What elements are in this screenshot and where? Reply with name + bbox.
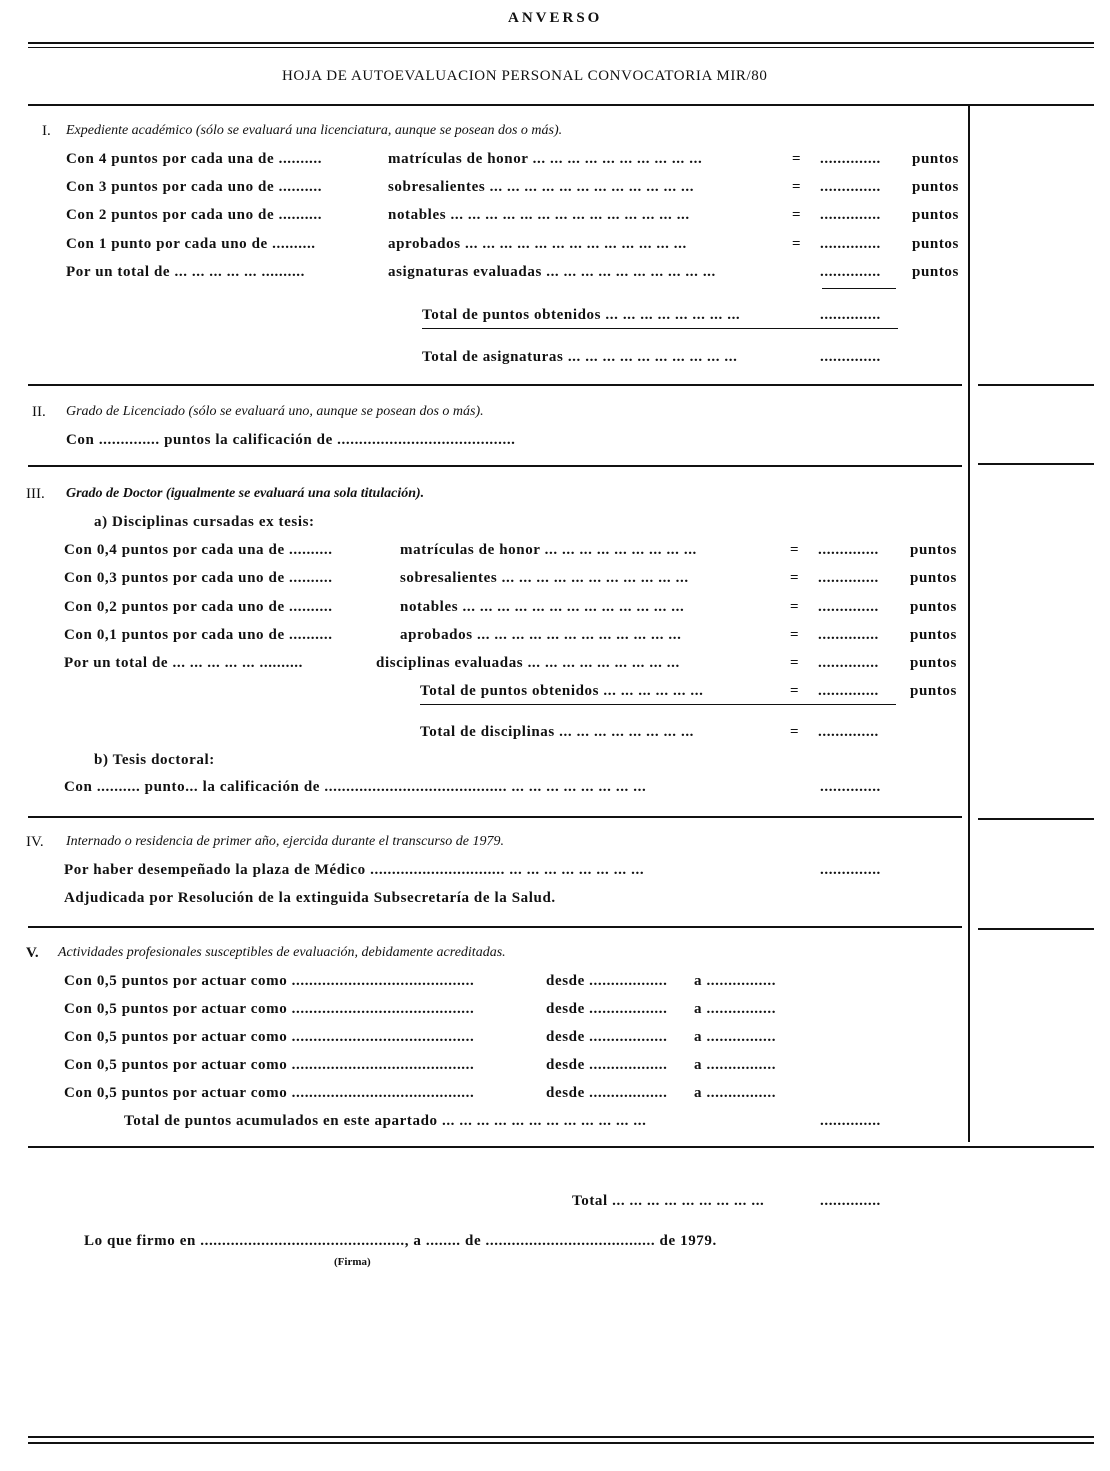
section-3-row-label: Por un total de ... ... ... ... ... .......... bbox=[64, 655, 303, 671]
section-5-end-rule bbox=[28, 1146, 1094, 1148]
section-4-line-1[interactable]: Por haber desempeñado la plaza de Médico ............................... ... ... ... ... ... ... ... ... bbox=[64, 862, 645, 878]
section-5-number: V. bbox=[26, 945, 39, 961]
section-3-row-item: aprobados ... ... ... ... ... ... ... ... ... ... ... ... bbox=[400, 627, 682, 643]
section-5-row-from[interactable]: desde .................. bbox=[546, 1057, 668, 1073]
section-1-sum-rule bbox=[822, 288, 896, 289]
section-5-row-label[interactable]: Con 0,5 puntos por actuar como .......................................... bbox=[64, 973, 475, 989]
section-3-row-eq: = bbox=[790, 627, 800, 643]
section-3-row-unit: puntos bbox=[910, 627, 957, 643]
section-3-row-unit: puntos bbox=[910, 570, 957, 586]
form-title: HOJA DE AUTOEVALUACION PERSONAL CONVOCATORIA MIR/80 bbox=[282, 68, 768, 84]
section-4-line-1-value[interactable]: .............. bbox=[820, 862, 881, 878]
section-3-total-points: Total de puntos obtenidos ... ... ... ... ... ... bbox=[420, 683, 704, 699]
section-1-total-rule bbox=[422, 328, 898, 329]
section-2-end-rule bbox=[28, 465, 962, 467]
section-3-row-eq: = bbox=[790, 570, 800, 586]
section-5-total: Total de puntos acumulados en este apartado ... ... ... ... ... ... ... ... ... ... ... ... bbox=[124, 1113, 647, 1129]
section-1-row-value[interactable]: .............. bbox=[820, 151, 881, 167]
section-3-row-item: notables ... ... ... ... ... ... ... ... ... ... ... ... ... bbox=[400, 599, 685, 615]
section-4-title: Internado o residencia de primer año, ejercida durante el transcurso de 1979. bbox=[66, 834, 504, 849]
section-3-score-rule bbox=[978, 818, 1094, 820]
section-5-row-label[interactable]: Con 0,5 puntos por actuar como .......................................... bbox=[64, 1057, 475, 1073]
section-5-row-from[interactable]: desde .................. bbox=[546, 1085, 668, 1101]
top-rule-2 bbox=[28, 47, 1094, 48]
section-4-line-2: Adjudicada por Resolución de la extinguida Subsecretaría de la Salud. bbox=[64, 890, 556, 906]
section-3-row-label: Con 0,4 puntos por cada una de .......... bbox=[64, 542, 333, 558]
section-1-row-value[interactable]: .............. bbox=[820, 179, 881, 195]
grand-total: Total ... ... ... ... ... ... ... ... ... bbox=[572, 1193, 765, 1209]
section-3-row-value[interactable]: .............. bbox=[818, 655, 879, 671]
section-3-row-eq: = bbox=[790, 655, 800, 671]
section-1-end-rule bbox=[28, 384, 962, 386]
section-1-row-eq: = bbox=[792, 179, 802, 195]
section-1-number: I. bbox=[42, 123, 51, 139]
section-1-row-item: sobresalientes ... ... ... ... ... ... ... ... ... ... ... ... bbox=[388, 179, 695, 195]
section-1-row-eq: = bbox=[792, 207, 802, 223]
section-1-row-value[interactable]: .............. bbox=[820, 207, 881, 223]
section-5-row-label[interactable]: Con 0,5 puntos por actuar como .......................................... bbox=[64, 1029, 475, 1045]
section-1-total-subjects: Total de asignaturas ... ... ... ... ... ... ... ... ... ... bbox=[422, 349, 738, 365]
section-5-row-label[interactable]: Con 0,5 puntos por actuar como .......................................... bbox=[64, 1085, 475, 1101]
section-3-row-label: Con 0,1 puntos por cada uno de .......... bbox=[64, 627, 333, 643]
section-3-sub-b: b) Tesis doctoral: bbox=[94, 752, 215, 768]
section-1-row-unit: puntos bbox=[912, 236, 959, 252]
section-3-number: III. bbox=[26, 486, 45, 502]
section-1-total-points-value[interactable]: .............. bbox=[820, 307, 881, 323]
grand-total-value[interactable]: .............. bbox=[820, 1193, 881, 1209]
section-5-row-from[interactable]: desde .................. bbox=[546, 1029, 668, 1045]
section-4-score-rule bbox=[978, 928, 1094, 930]
signature-line[interactable]: Lo que firmo en ..............................................., a ........ de ....................................... de 1979. bbox=[84, 1233, 717, 1249]
section-1-row-unit: puntos bbox=[912, 179, 959, 195]
section-1-row-value[interactable]: .............. bbox=[820, 264, 881, 280]
section-5-row-from[interactable]: desde .................. bbox=[546, 1001, 668, 1017]
section-1-row-value[interactable]: .............. bbox=[820, 236, 881, 252]
section-3-title: Grado de Doctor (igualmente se evaluará una sola titulación). bbox=[66, 486, 425, 501]
section-3-thesis-line[interactable]: Con .......... punto... la calificación de .......................................... ... ... ... ... ... ... ... ... bbox=[64, 779, 647, 795]
section-2-title: Grado de Licenciado (sólo se evaluará uno, aunque se posean dos o más). bbox=[66, 404, 484, 419]
section-5-row-to[interactable]: a ................ bbox=[694, 973, 777, 989]
section-3-total-disc-value[interactable]: .............. bbox=[818, 724, 879, 740]
top-rule-1 bbox=[28, 42, 1094, 44]
section-4-number: IV. bbox=[26, 834, 44, 850]
section-1-row-unit: puntos bbox=[912, 207, 959, 223]
section-3-total-disc-eq: = bbox=[790, 724, 800, 740]
section-1-title: Expediente académico (sólo se evaluará una licenciatura, aunque se posean dos o más). bbox=[66, 123, 563, 138]
section-1-row-item: notables ... ... ... ... ... ... ... ... ... ... ... ... ... ... bbox=[388, 207, 690, 223]
section-3-row-eq: = bbox=[790, 542, 800, 558]
section-1-row-unit: puntos bbox=[912, 264, 959, 280]
section-5-title: Actividades profesionales susceptibles de evaluación, debidamente acreditadas. bbox=[58, 945, 506, 960]
section-3-total-disc: Total de disciplinas ... ... ... ... ... ... ... ... bbox=[420, 724, 695, 740]
section-3-row-item: sobresalientes ... ... ... ... ... ... ... ... ... ... ... bbox=[400, 570, 689, 586]
section-2-line[interactable]: Con .............. puntos la calificación de ......................................... bbox=[66, 432, 516, 448]
section-3-row-item: disciplinas evaluadas ... ... ... ... ... ... ... ... ... bbox=[376, 655, 680, 671]
section-1-row-label: Con 3 puntos por cada uno de .......... bbox=[66, 179, 323, 195]
bottom-rule-2 bbox=[28, 1442, 1094, 1444]
section-3-end-rule bbox=[28, 816, 962, 818]
section-3-row-label: Con 0,3 puntos por cada uno de .......... bbox=[64, 570, 333, 586]
section-1-row-item: aprobados ... ... ... ... ... ... ... ... ... ... ... ... ... bbox=[388, 236, 687, 252]
title-rule bbox=[28, 104, 1094, 106]
score-column-border bbox=[968, 106, 970, 1142]
section-5-total-value[interactable]: .............. bbox=[820, 1113, 881, 1129]
section-3-total-rule bbox=[420, 704, 896, 705]
section-2-number: II. bbox=[32, 404, 46, 420]
section-4-end-rule bbox=[28, 926, 962, 928]
section-1-score-rule bbox=[978, 384, 1094, 386]
section-5-row-to[interactable]: a ................ bbox=[694, 1029, 777, 1045]
section-1-row-label: Por un total de ... ... ... ... ... .......... bbox=[66, 264, 305, 280]
section-5-row-from[interactable]: desde .................. bbox=[546, 973, 668, 989]
section-1-row-eq: = bbox=[792, 151, 802, 167]
section-3-row-item: matrículas de honor ... ... ... ... ... ... ... ... ... bbox=[400, 542, 697, 558]
section-5-row-to[interactable]: a ................ bbox=[694, 1085, 777, 1101]
section-3-row-label: Con 0,2 puntos por cada uno de .......... bbox=[64, 599, 333, 615]
bottom-rule-1 bbox=[28, 1436, 1094, 1438]
section-1-row-item: matrículas de honor ... ... ... ... ... ... ... ... ... ... bbox=[388, 151, 703, 167]
section-2-score-rule bbox=[978, 463, 1094, 465]
section-3-row-value[interactable]: .............. bbox=[818, 627, 879, 643]
section-1-total-points: Total de puntos obtenidos ... ... ... ... ... ... ... ... bbox=[422, 307, 741, 323]
section-3-total-points-eq: = bbox=[790, 683, 800, 699]
section-1-row-label: Con 4 puntos por cada una de .......... bbox=[66, 151, 323, 167]
section-1-row-eq: = bbox=[792, 236, 802, 252]
section-1-row-label: Con 2 puntos por cada uno de .......... bbox=[66, 207, 323, 223]
section-1-row-item: asignaturas evaluadas ... ... ... ... ... ... ... ... ... ... bbox=[388, 264, 716, 280]
section-3-row-value[interactable]: .............. bbox=[818, 542, 879, 558]
section-3-sub-a: a) Disciplinas cursadas ex tesis: bbox=[94, 514, 315, 530]
section-5-row-to[interactable]: a ................ bbox=[694, 1001, 777, 1017]
section-3-row-value[interactable]: .............. bbox=[818, 599, 879, 615]
section-1-row-unit: puntos bbox=[912, 151, 959, 167]
section-1-total-subjects-value[interactable]: .............. bbox=[820, 349, 881, 365]
section-3-row-unit: puntos bbox=[910, 599, 957, 615]
section-3-row-value[interactable]: .............. bbox=[818, 570, 879, 586]
section-3-row-unit: puntos bbox=[910, 542, 957, 558]
signature-caption: (Firma) bbox=[334, 1256, 371, 1268]
anverso-heading: ANVERSO bbox=[508, 10, 603, 26]
section-3-total-points-value[interactable]: .............. bbox=[818, 683, 879, 699]
section-3-total-points-unit: puntos bbox=[910, 683, 957, 699]
section-3-row-unit: puntos bbox=[910, 655, 957, 671]
section-5-row-to[interactable]: a ................ bbox=[694, 1057, 777, 1073]
section-1-row-label: Con 1 punto por cada uno de .......... bbox=[66, 236, 316, 252]
section-3-thesis-value[interactable]: .............. bbox=[820, 779, 881, 795]
section-5-row-label[interactable]: Con 0,5 puntos por actuar como .......................................... bbox=[64, 1001, 475, 1017]
section-3-row-eq: = bbox=[790, 599, 800, 615]
